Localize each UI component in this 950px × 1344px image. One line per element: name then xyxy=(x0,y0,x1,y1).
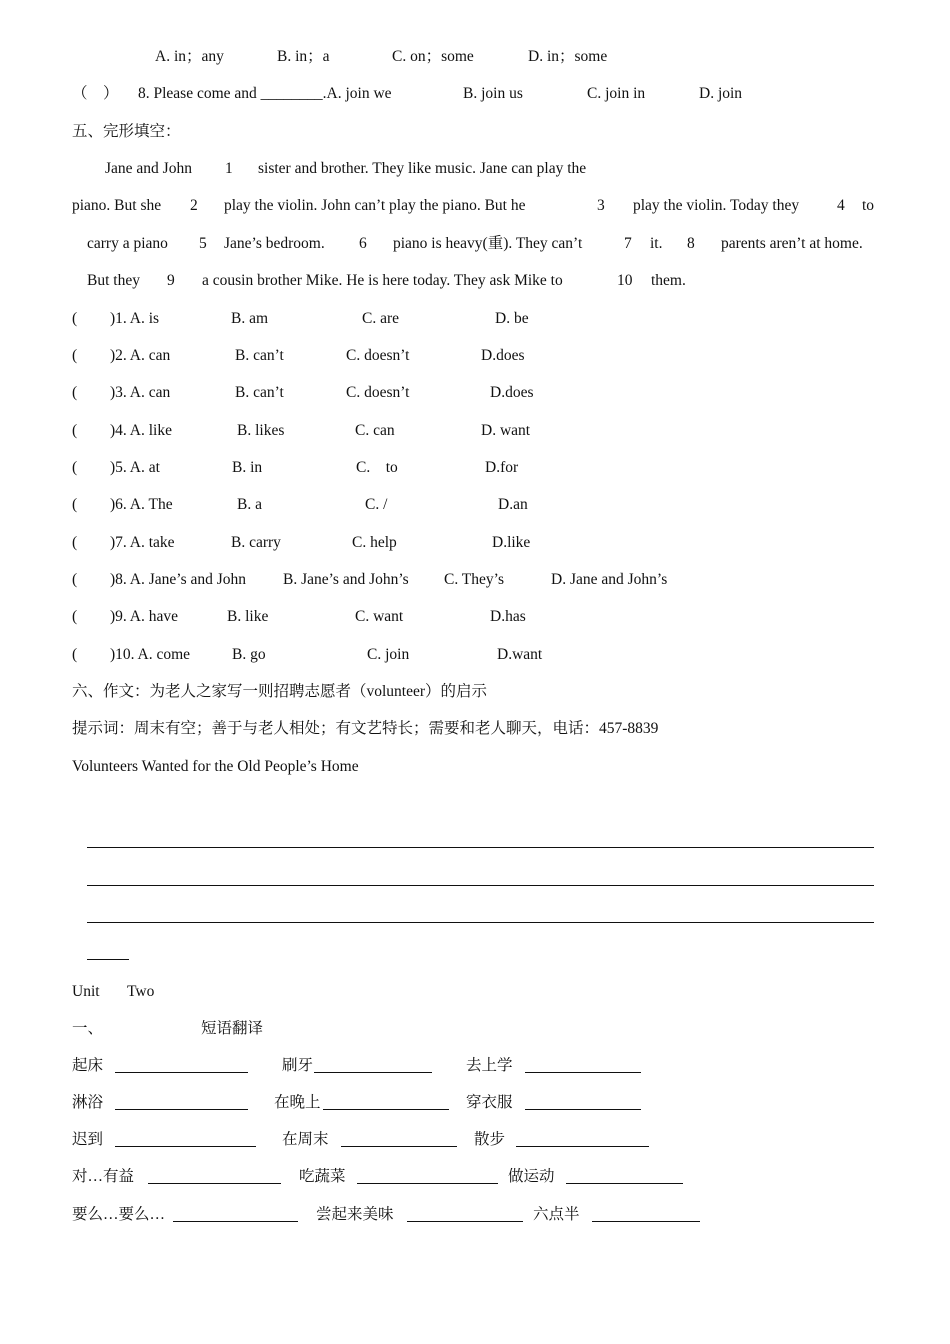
writing-line[interactable] xyxy=(87,847,874,848)
answer-blank[interactable] xyxy=(115,1109,248,1110)
passage-text: piano. But she xyxy=(72,197,162,214)
option-c: C. / xyxy=(365,496,388,513)
option-b: B. can’t xyxy=(235,384,284,401)
option-b: B. Jane’s and John’s xyxy=(283,571,409,588)
option-d: D.does xyxy=(490,384,534,401)
option-b: B. am xyxy=(231,310,269,327)
phrase-label: 起床 xyxy=(72,1057,104,1074)
phrase-label: 穿衣服 xyxy=(466,1094,513,1111)
essay-heading: Volunteers Wanted for the Old People’s Home xyxy=(72,758,359,775)
option-d: D.for xyxy=(485,459,519,476)
unit-number: Two xyxy=(127,983,155,1000)
answer-blank[interactable] xyxy=(148,1183,281,1184)
blank-number-1: 1 xyxy=(225,160,233,177)
question-row-stem: )6. A. The xyxy=(110,496,173,513)
phrase-label: 散步 xyxy=(474,1131,506,1148)
section-1-number: 一、 xyxy=(72,1020,104,1037)
answer-blank[interactable] xyxy=(341,1146,457,1147)
option-c: C. can xyxy=(355,422,395,439)
q7-option-b: B. in；a xyxy=(277,48,330,65)
phrase-label: 做运动 xyxy=(508,1168,555,1185)
answer-blank[interactable] xyxy=(525,1109,641,1110)
writing-line[interactable] xyxy=(87,885,874,886)
answer-blank[interactable] xyxy=(516,1146,649,1147)
question-row-stem: )9. A. have xyxy=(110,608,179,625)
question-row-stem: )2. A. can xyxy=(110,347,171,364)
answer-blank[interactable] xyxy=(314,1072,432,1073)
passage-text: play the violin. Today they xyxy=(633,197,800,214)
answer-blank[interactable] xyxy=(357,1183,498,1184)
passage-text: But they xyxy=(87,272,140,289)
option-b: B. like xyxy=(227,608,269,625)
writing-line[interactable] xyxy=(87,959,129,960)
passage-text: parents aren’t at home. xyxy=(721,235,863,252)
section-5-title: 五、完形填空： xyxy=(72,123,181,140)
section-6-title: 六、作文：为老人之家写一则招聘志愿者（volunteer）的启示 xyxy=(72,683,488,700)
option-c: C. are xyxy=(362,310,400,327)
question-row-paren: ( xyxy=(72,422,78,439)
passage-text: Jane and John xyxy=(105,160,192,177)
question-row-paren: ( xyxy=(72,571,78,588)
question-row-paren: ( xyxy=(72,384,78,401)
blank-number-8: 8 xyxy=(687,235,695,252)
option-c: C. doesn’t xyxy=(346,384,410,401)
question-row-stem: )1. A. is xyxy=(110,310,160,327)
option-d: D. want xyxy=(481,422,531,439)
phrase-label: 刷牙 xyxy=(282,1057,314,1074)
phrase-label: 在周末 xyxy=(282,1131,329,1148)
option-c: C. doesn’t xyxy=(346,347,410,364)
section-6-hints: 提示词：周末有空；善于与老人相处；有文艺特长；需要和老人聊天，电话：457-8839 xyxy=(72,720,659,737)
question-row-paren: ( xyxy=(72,459,78,476)
passage-text: a cousin brother Mike. He is here today. They ask Mike to xyxy=(202,272,563,289)
question-row-paren: ( xyxy=(72,646,78,663)
section-1-title: 短语翻译 xyxy=(201,1020,264,1037)
blank-number-7: 7 xyxy=(624,235,632,252)
question-row-paren: ( xyxy=(72,347,78,364)
phrase-label: 淋浴 xyxy=(72,1094,104,1111)
question-row-stem: )7. A. take xyxy=(110,534,175,551)
answer-blank[interactable] xyxy=(407,1221,523,1222)
option-c: C. want xyxy=(355,608,404,625)
q8-stem: 8. Please come and ________.A. join we xyxy=(138,85,392,102)
passage-text: carry a piano xyxy=(87,235,168,252)
blank-number-5: 5 xyxy=(199,235,207,252)
blank-number-2: 2 xyxy=(190,197,198,214)
question-row-stem: )8. A. Jane’s and John xyxy=(110,571,247,588)
option-b: B. in xyxy=(232,459,263,476)
answer-blank[interactable] xyxy=(592,1221,700,1222)
option-c: C. to xyxy=(356,459,398,476)
option-b: B. a xyxy=(237,496,262,513)
option-b: B. go xyxy=(232,646,266,663)
option-c: C. They’s xyxy=(444,571,504,588)
question-row-paren: ( xyxy=(72,496,78,513)
q7-option-c: C. on；some xyxy=(392,48,474,65)
writing-line[interactable] xyxy=(87,922,874,923)
option-c: C. help xyxy=(352,534,397,551)
q8-option-c: C. join in xyxy=(587,85,646,102)
q8-answer-paren: （ ） xyxy=(72,85,119,102)
blank-number-3: 3 xyxy=(597,197,605,214)
option-d: D. be xyxy=(495,310,529,327)
question-row-paren: ( xyxy=(72,608,78,625)
option-c: C. join xyxy=(367,646,410,663)
option-d: D.like xyxy=(492,534,531,551)
q8-option-b: B. join us xyxy=(463,85,523,102)
answer-blank[interactable] xyxy=(173,1221,298,1222)
question-row-paren: ( xyxy=(72,310,78,327)
blank-number-4: 4 xyxy=(837,197,845,214)
answer-blank[interactable] xyxy=(525,1072,641,1073)
passage-text: sister and brother. They like music. Jane can play the xyxy=(258,160,587,177)
option-d: D.has xyxy=(490,608,526,625)
phrase-label: 吃蔬菜 xyxy=(299,1168,346,1185)
passage-text: play the violin. John can’t play the piano. But he xyxy=(224,197,526,214)
option-d: D.an xyxy=(498,496,528,513)
phrase-label: 尝起来美味 xyxy=(316,1206,394,1223)
phrase-label: 要么…要么… xyxy=(72,1206,166,1223)
passage-text: it. xyxy=(650,235,663,252)
option-d: D.does xyxy=(481,347,525,364)
option-b: B. can’t xyxy=(235,347,284,364)
unit-label: Unit xyxy=(72,983,100,1000)
question-row-paren: ( xyxy=(72,534,78,551)
answer-blank[interactable] xyxy=(323,1109,449,1110)
option-d: D.want xyxy=(497,646,543,663)
blank-number-6: 6 xyxy=(359,235,367,252)
option-d: D. Jane and John’s xyxy=(551,571,668,588)
phrase-label: 去上学 xyxy=(466,1057,513,1074)
answer-blank[interactable] xyxy=(115,1072,248,1073)
answer-blank[interactable] xyxy=(566,1183,683,1184)
q7-option-d: D. in；some xyxy=(528,48,608,65)
option-b: B. likes xyxy=(237,422,285,439)
q8-option-d: D. join xyxy=(699,85,743,102)
question-row-stem: )5. A. at xyxy=(110,459,160,476)
passage-text: to xyxy=(862,197,875,214)
blank-number-10: 10 xyxy=(617,272,633,289)
passage-text: Jane’s bedroom. xyxy=(224,235,325,252)
blank-number-9: 9 xyxy=(167,272,175,289)
question-row-stem: )10. A. come xyxy=(110,646,191,663)
passage-text: piano is heavy(重). They can’t xyxy=(393,235,583,252)
phrase-label: 迟到 xyxy=(72,1131,104,1148)
q7-option-a: A. in；any xyxy=(155,48,224,65)
phrase-label: 对…有益 xyxy=(72,1168,135,1185)
phrase-label: 在晚上 xyxy=(274,1094,321,1111)
phrase-label: 六点半 xyxy=(533,1206,580,1223)
option-b: B. carry xyxy=(231,534,281,551)
passage-text: them. xyxy=(651,272,686,289)
question-row-stem: )3. A. can xyxy=(110,384,171,401)
answer-blank[interactable] xyxy=(115,1146,256,1147)
question-row-stem: )4. A. like xyxy=(110,422,172,439)
